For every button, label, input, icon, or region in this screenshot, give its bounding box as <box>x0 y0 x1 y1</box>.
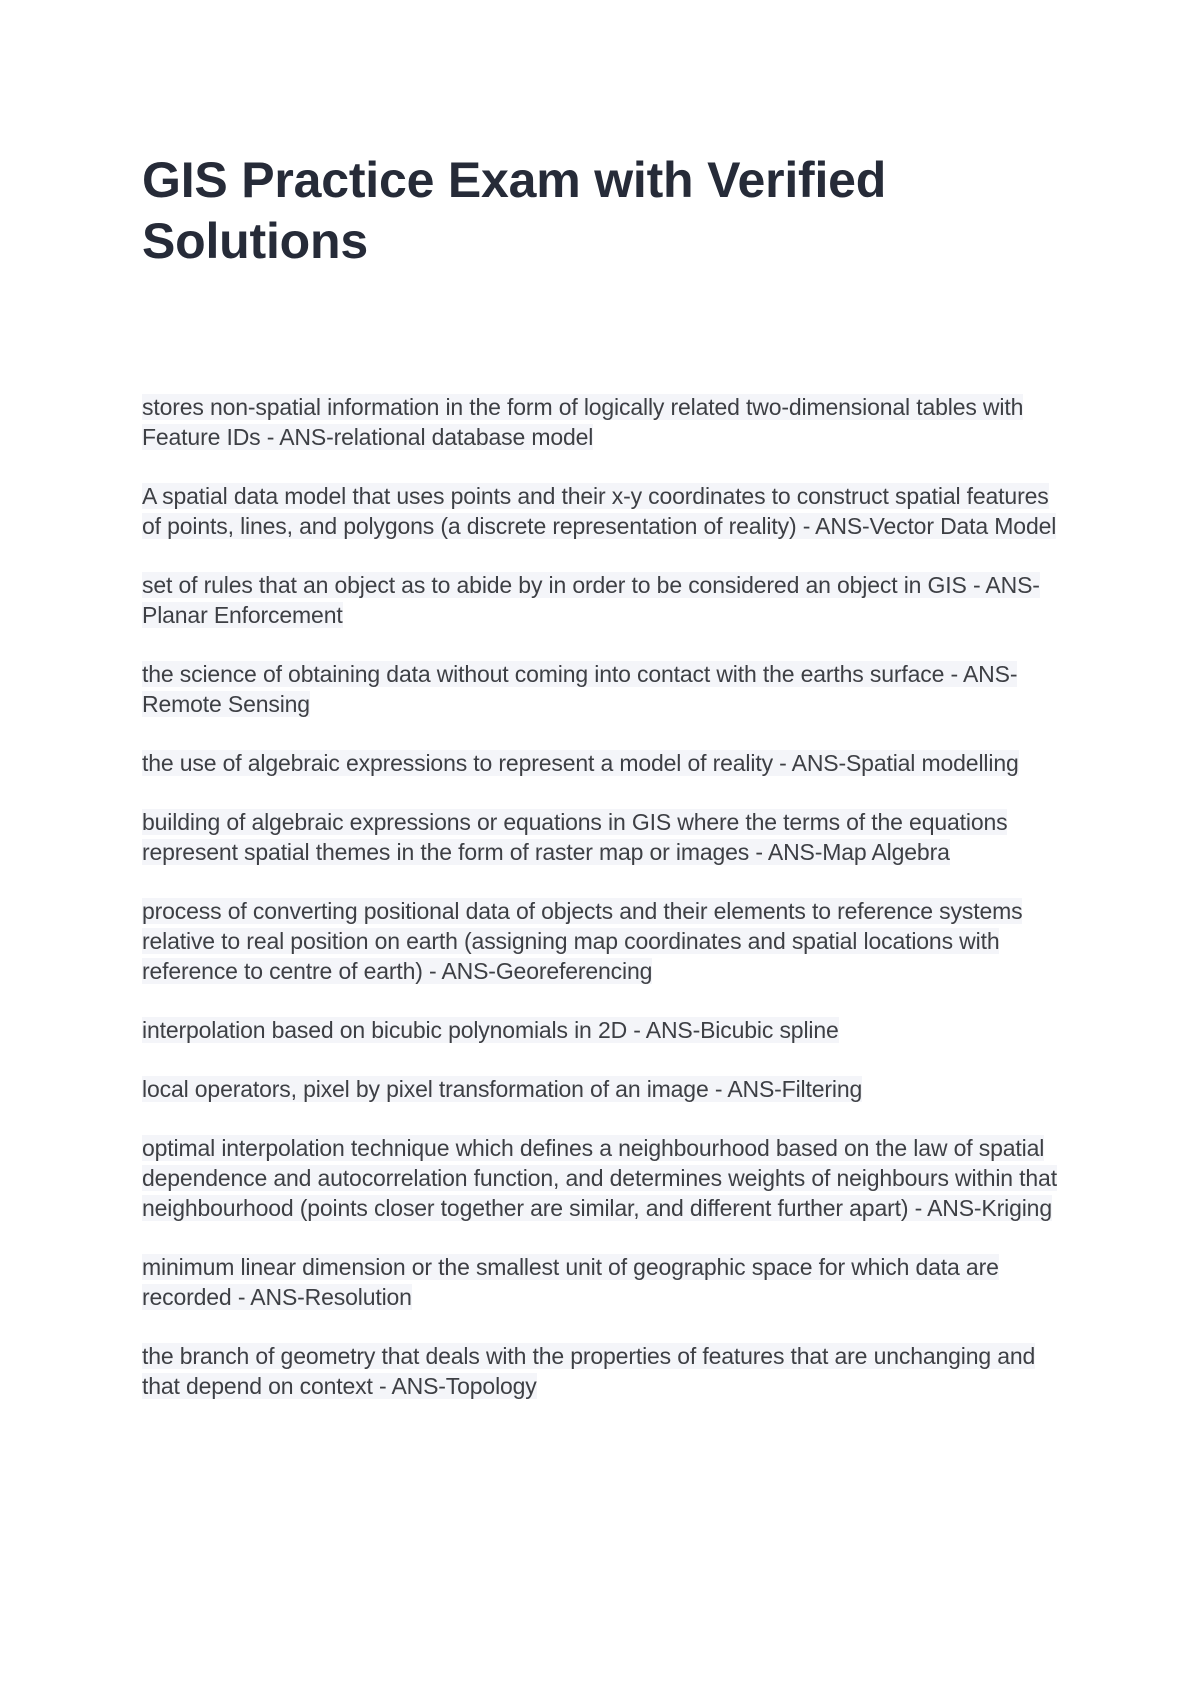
qa-text: minimum linear dimension or the smallest unit of geographic space for which data are recorded - ANS-Resolution <box>142 1254 999 1310</box>
qa-item <box>142 481 1062 541</box>
qa-list <box>142 392 1062 1401</box>
qa-text: optimal interpolation technique which defines a neighbourhood based on the law of spatial dependence and autocorrelation function, and determines weights of neighbours within that neighbourhood (points closer together are similar, and different further apart) - ANS-Kriging <box>142 1135 1057 1221</box>
qa-item <box>142 1252 1062 1312</box>
qa-text: interpolation based on bicubic polynomials in 2D - ANS-Bicubic spline <box>142 1017 839 1043</box>
qa-item <box>142 392 1062 452</box>
qa-text: stores non-spatial information in the form of logically related two-dimensional tables with Feature IDs - ANS-relational database model <box>142 394 1024 450</box>
qa-item <box>142 659 1062 719</box>
qa-text: A spatial data model that uses points and their x-y coordinates to construct spatial features of points, lines, and polygons (a discrete representation of reality) - ANS-Vector Data Model <box>142 483 1057 539</box>
qa-item <box>142 1341 1062 1401</box>
qa-text: building of algebraic expressions or equations in GIS where the terms of the equations represent spatial themes in the form of raster map or images - ANS-Map Algebra <box>142 809 1008 865</box>
qa-item <box>142 1015 1062 1045</box>
document-page <box>142 150 1062 1430</box>
qa-text: the use of algebraic expressions to represent a model of reality - ANS-Spatial modelling <box>142 750 1019 776</box>
qa-text: local operators, pixel by pixel transformation of an image - ANS-Filtering <box>142 1076 863 1102</box>
qa-text: set of rules that an object as to abide by in order to be considered an object in GIS - ANS-Planar Enforcement <box>142 572 1040 628</box>
qa-item <box>142 896 1062 986</box>
qa-text: the science of obtaining data without coming into contact with the earths surface - ANS-Remote Sensing <box>142 661 1018 717</box>
qa-item <box>142 570 1062 630</box>
qa-item <box>142 807 1062 867</box>
qa-text: process of converting positional data of objects and their elements to reference systems relative to real position on earth (assigning map coordinates and spatial locations with reference to centre of earth) - ANS-Georeferencing <box>142 898 1023 984</box>
qa-item <box>142 1133 1062 1223</box>
qa-item <box>142 748 1062 778</box>
qa-text: the branch of geometry that deals with the properties of features that are unchanging and that depend on context - ANS-Topology <box>142 1343 1036 1399</box>
page-title: GIS Practice Exam with Verified Solutions <box>142 152 887 269</box>
qa-item <box>142 1074 1062 1104</box>
